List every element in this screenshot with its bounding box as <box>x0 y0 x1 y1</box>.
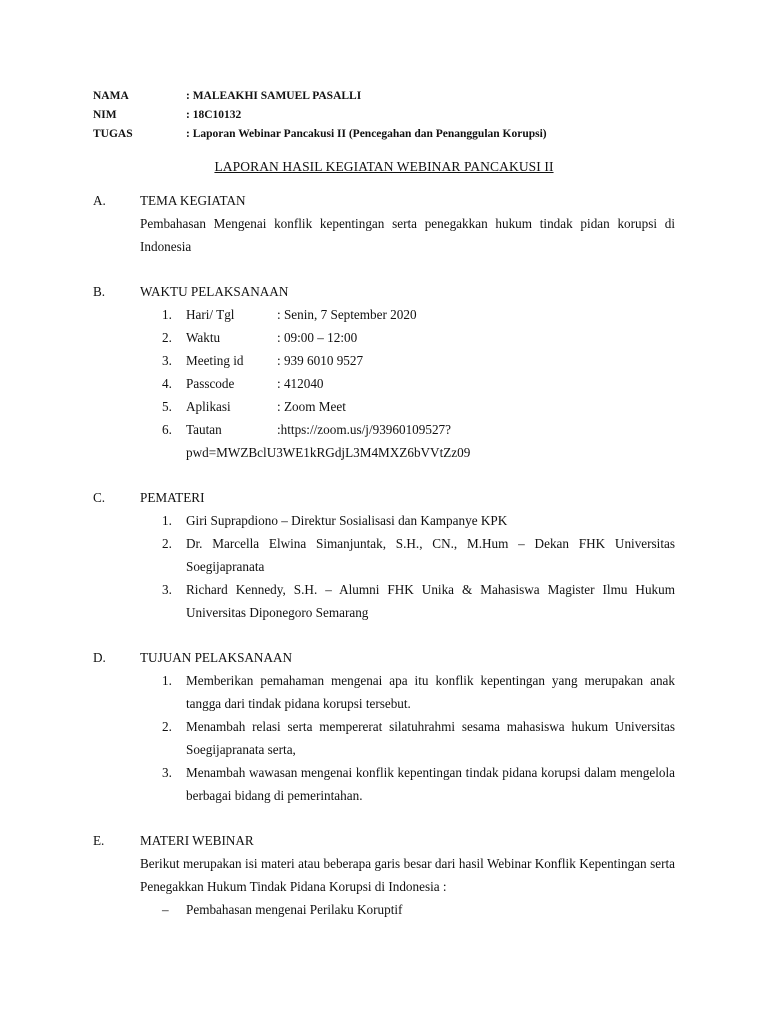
list-item <box>140 395 675 418</box>
item-number: 3. <box>162 765 172 780</box>
header-row-tugas <box>93 124 693 143</box>
header-value: : 18C10132 <box>186 108 242 121</box>
section-tema-kegiatan <box>93 190 675 258</box>
zoom-link[interactable]: :https://zoom.us/j/93960109527? <box>277 422 452 437</box>
item-number: 1. <box>162 307 172 322</box>
section-waktu-pelaksanaan <box>93 281 675 464</box>
section-title: PEMATERI <box>140 490 205 505</box>
material-list <box>140 898 675 921</box>
item-number: 3. <box>162 582 172 597</box>
section-title: MATERI WEBINAR <box>140 833 254 848</box>
document-title: LAPORAN HASIL KEGIATAN WEBINAR PANCAKUSI II <box>214 159 554 174</box>
item-number: 2. <box>162 330 172 345</box>
item-text: Menambah relasi serta mempererat silatuhrahmi sesama mahasiswa hukum Universitas Soegijapranata serta, <box>186 719 675 757</box>
list-item <box>140 715 675 761</box>
section-letter: E. <box>93 833 105 848</box>
section-title: TEMA KEGIATAN <box>140 193 246 208</box>
section-heading <box>93 281 675 303</box>
section-letter: C. <box>93 490 106 505</box>
header-value: : MALEAKHI SAMUEL PASALLI <box>186 89 362 102</box>
section-letter: B. <box>93 284 106 299</box>
item-value: : Zoom Meet <box>277 399 346 414</box>
item-value: : 09:00 – 12:00 <box>277 330 358 345</box>
schedule-list <box>140 303 675 464</box>
item-key: Waktu <box>186 330 221 345</box>
item-text: Richard Kennedy, S.H. – Alumni FHK Unika & Mahasiswa Magister Ilmu Hukum Universitas Diponegoro Semarang <box>186 582 675 620</box>
item-key: Aplikasi <box>186 399 231 414</box>
section-letter: A. <box>93 193 106 208</box>
list-item <box>140 509 675 532</box>
list-item <box>140 532 675 578</box>
list-item <box>140 578 675 624</box>
list-item <box>140 761 675 807</box>
item-number: 2. <box>162 536 172 551</box>
item-value: : Senin, 7 September 2020 <box>277 307 417 322</box>
section-heading <box>93 647 675 669</box>
section-heading <box>93 487 675 509</box>
section-heading <box>93 190 675 212</box>
item-key: Hari/ Tgl <box>186 307 235 322</box>
list-item <box>140 418 675 464</box>
list-item <box>140 303 675 326</box>
item-number: 3. <box>162 353 172 368</box>
document-body <box>93 190 675 921</box>
header-label: TUGAS <box>93 127 133 140</box>
item-bullet: – <box>162 902 169 917</box>
header-row-nim <box>93 105 693 124</box>
item-text: Pembahasan mengenai Perilaku Koruptif <box>186 902 403 917</box>
item-text: Dr. Marcella Elwina Simanjuntak, S.H., CN., M.Hum – Dekan FHK Universitas Soegijapranata <box>186 536 675 574</box>
item-key: Passcode <box>186 376 235 391</box>
section-title: TUJUAN PELAKSANAAN <box>140 650 293 665</box>
header-label: NAMA <box>93 89 129 102</box>
item-value: : 939 6010 9527 <box>277 353 364 368</box>
section-heading <box>93 830 675 852</box>
header-label: NIM <box>93 108 117 121</box>
section-materi-webinar <box>93 830 675 921</box>
speaker-list <box>140 509 675 624</box>
item-number: 5. <box>162 399 172 414</box>
section-letter: D. <box>93 650 106 665</box>
zoom-link-password[interactable]: pwd=MWZBclU3WE1kRGdjL3M4MXZ6bVVtZz09 <box>186 445 471 460</box>
list-item <box>140 898 675 921</box>
section-paragraph: Berikut merupakan isi materi atau beberapa garis besar dari hasil Webinar Konflik Kepentingan serta Penegakkan Hukum Tindak Pidana Korupsi di Indonesia : <box>140 856 675 894</box>
item-number: 1. <box>162 513 172 528</box>
section-pemateri <box>93 487 675 624</box>
item-number: 6. <box>162 422 172 437</box>
list-item <box>140 326 675 349</box>
item-number: 1. <box>162 673 172 688</box>
student-info-header <box>93 86 693 143</box>
item-text: Menambah wawasan mengenai konflik kepentingan tindak pidana korupsi dalam mengelola berbagai bidang di pemerintahan. <box>186 765 675 803</box>
item-key: Meeting id <box>186 353 244 368</box>
item-text: Giri Suprapdiono – Direktur Sosialisasi dan Kampanye KPK <box>186 513 508 528</box>
header-value: : Laporan Webinar Pancakusi II (Pencegahan dan Penanggulan Korupsi) <box>186 127 547 140</box>
section-paragraph: Pembahasan Mengenai konflik kepentingan serta penegakkan hukum tindak pidan korupsi di Indonesia <box>140 216 675 254</box>
objective-list <box>140 669 675 807</box>
section-title: WAKTU PELAKSANAAN <box>140 284 289 299</box>
list-item <box>140 669 675 715</box>
item-value: : 412040 <box>277 376 324 391</box>
header-row-nama <box>93 86 693 105</box>
list-item <box>140 349 675 372</box>
item-key: Tautan <box>186 422 222 437</box>
item-number: 4. <box>162 376 172 391</box>
list-item <box>140 372 675 395</box>
section-tujuan-pelaksanaan <box>93 647 675 807</box>
item-text: Memberikan pemahaman mengenai apa itu konflik kepentingan yang merupakan anak tangga dari tindak pidana korupsi tersebut. <box>186 673 675 711</box>
item-number: 2. <box>162 719 172 734</box>
